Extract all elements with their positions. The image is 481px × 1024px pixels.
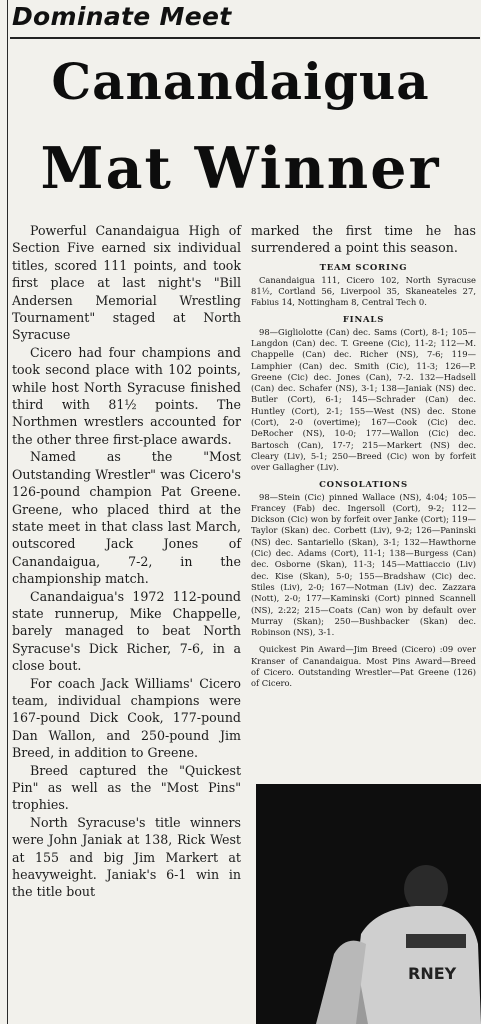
headline-line-2: Mat Winner [40, 135, 441, 202]
paragraph: North Syracuse's title winners were John Janiak at 138, Rick West at 155 and big Jim Markert at heavyweight. Janiak's 6-1 win in the title bout [12, 814, 241, 900]
finals-results: 98—Gigliolotte (Can) dec. Sams (Cort), 8-1; 105—Langdon (Can) dec. T. Greene (Cic), 11-2; 112—M. Chappelle (Can) dec. Richer (NS), 7-6; 119—Lamphier (Can) dec. Smith (Cic), 11-3; 126—P. Greene (Cic) dec. Jones (Can), 7-2. 132—Hadsell (Can) dec. Schafer (NS), 3-1; 138—Janiak (NS) dec. Butler (Cort), 6-1; 145—Schrader (Can) dec. Huntley (Cort), 2-1; 155—West (NS) dec. Stone (Cort), 2-0 (overtime); 167—Cook (Cic) dec. DeRocher (NS), 10-0; 177—Wallon (Cic) dec. Bartosch (Can), 17-7; 215—Markert (NS) dec. Cleary (Liv), 5-1; 250—Breed (Cic) won by forfeit over Gallagher (Liv). [251, 326, 476, 473]
wrestler-photo-graphic [256, 784, 481, 1024]
kicker-divider [10, 37, 480, 39]
consolations-heading: CONSOLATIONS [319, 479, 408, 490]
paragraph: Powerful Canandaigua High of Section Five earned six individual titles, scored 111 points, and took first place at last night's "Bill Andersen Memorial Wrestling Tournament" staged at North Syracuse [12, 223, 241, 343]
kicker-headline: Dominate Meet [12, 2, 232, 31]
paragraph: Canandaigua's 1972 112-pound state runnerup, Mike Chappelle, barely managed to beat North Syracuse's Dick Richer, 7-6, in a close bout. [12, 588, 241, 674]
paragraph: Named as the "Most Outstanding Wrestler" was Cicero's 126-pound champion Pat Greene. Greene, who placed third at the state meet in that class last March, outscored Jack Jones of Canandaigua, 7-2, in the championship match. [12, 449, 241, 587]
jersey-lettering: RNEY [408, 964, 457, 983]
article-left-column [12, 222, 241, 901]
team-scoring-heading: TEAM SCORING [319, 262, 408, 273]
wrestler-photo [256, 784, 481, 1024]
paragraph: Breed captured the "Quickest Pin" as well as the "Most Pins" trophies. [12, 762, 241, 813]
paragraph: For coach Jack Williams' Cicero team, individual champions were 167-pound Dick Cook, 177-pound Dan Wallon, and 250-pound Jim Breed, in addition to Greene. [12, 675, 241, 761]
team-scoring-results: Canandaigua 111, Cicero 102, North Syracuse 81½, Cortland 56, Liverpool 35, Skaneateles 27, Fabius 14, Nottingham 8, Central Tech 0. [251, 274, 476, 308]
finals-heading: FINALS [342, 314, 385, 325]
paragraph: Cicero had four champions and took second place with 102 points, while host North Syracuse finished third with 81½ points. The Northmen wrestlers accounted for the other three first-place awards. [12, 344, 241, 447]
consolations-results: 98—Stein (Cic) pinned Wallace (NS), 4:04; 105—Francey (Fab) dec. Ingersoll (Cort), 9-2; 112—Dickson (Cic) won by forfeit over Janke (Cort); 119—Taylor (Skan) dec. Corbett (Liv), 9-2; 126—Paninski (NS) dec. Santariello (Skan), 3-1; 132—Hawthorne (Cic) dec. Adams (Cort), 11-1; 138—Burgess (Can) dec. Osborne (Skan), 11-3; 145—Mattiaccio (Liv) dec. Kise (Skan), 5-0; 155—Bradshaw (Cic) dec. Stiles (Liv), 2-0; 167—Notman (Liv) dec. Zazzara (Nott), 2-0; 177—Kaminski (Cort) pinned Scannell (NS), 2:22; 215—Coats (Can) won by default over Murray (Skan); 250—Bushbacker (Skan) dec. Robinson (NS), 3-1. [251, 491, 476, 638]
article-right-column [251, 222, 476, 690]
awards-text: Quickest Pin Award—Jim Breed (Cicero) :09 over Kranser of Canandaigua. Most Pins Award—Breed of Cicero. Outstanding Wrestler—Pat Greene (126) of Cicero. [251, 644, 476, 689]
paragraph: marked the first time he has surrendered a point this season. [251, 223, 476, 256]
headline-line-1: Canandaigua [51, 52, 430, 111]
